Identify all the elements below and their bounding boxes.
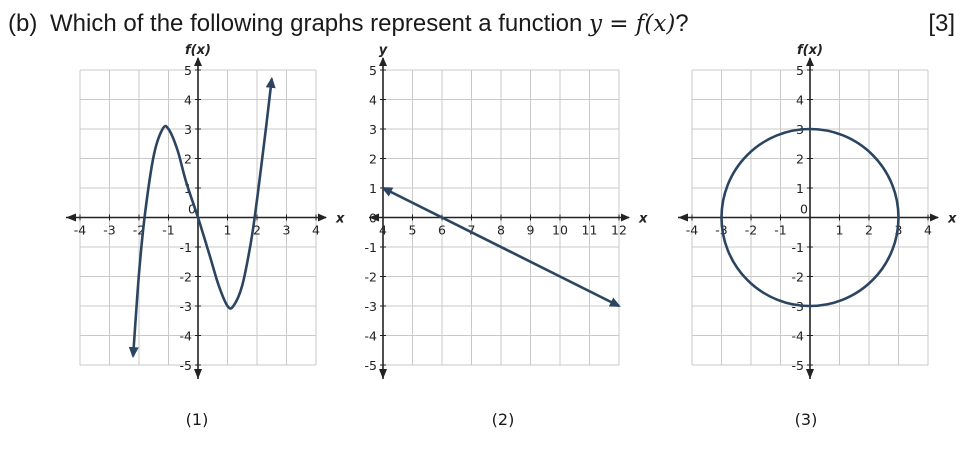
- x-tick-label: 10: [552, 222, 568, 238]
- x-tick-label: 0: [188, 201, 196, 217]
- y-axis-label: f(x): [797, 43, 823, 58]
- x-tick-label: -2: [132, 222, 146, 238]
- x-axis-label: x: [639, 211, 648, 227]
- question-label: (b): [8, 10, 38, 37]
- y-tick-label: -3: [364, 299, 377, 314]
- graph-1-caption: (1): [185, 410, 209, 429]
- y-tick-label: -4: [179, 328, 192, 344]
- y-tick-label: 0: [369, 210, 377, 226]
- question-text-after: ?: [675, 10, 689, 37]
- x-tick-label: 3: [282, 222, 291, 238]
- x-tick-label: -2: [744, 222, 758, 238]
- x-tick-label: 8: [497, 222, 505, 238]
- x-tick-label: 6: [438, 222, 446, 238]
- y-axis-bottom-arrow: [806, 369, 814, 379]
- y-tick-label: 1: [369, 181, 377, 196]
- x-tick-label: 2: [253, 222, 261, 238]
- question-math: y = f(x): [588, 11, 676, 37]
- y-tick-label: -1: [791, 240, 804, 255]
- y-tick-label: 2: [369, 151, 377, 167]
- y-tick-label: -4: [364, 328, 377, 344]
- graph-2-caption: (2): [491, 410, 515, 429]
- y-tick-label: 4: [369, 92, 377, 108]
- y-tick-label: -5: [791, 358, 804, 373]
- y-tick-label: -3: [179, 299, 192, 314]
- y-tick-label: 1: [184, 181, 192, 196]
- y-tick-label: -5: [364, 358, 377, 373]
- y-tick-label: 4: [184, 92, 192, 108]
- x-tick-label: 0: [800, 201, 808, 217]
- y-tick-label: 2: [796, 151, 804, 167]
- y-tick-label: -3: [791, 299, 804, 314]
- y-axis-label: y: [378, 43, 388, 58]
- question-text-before: Which of the following graphs represent a function: [50, 10, 589, 37]
- y-tick-label: -5: [179, 358, 192, 373]
- x-tick-label: 3: [894, 222, 903, 238]
- x-tick-label: 1: [835, 222, 844, 238]
- y-tick-label: 1: [796, 181, 804, 196]
- y-tick-label: 5: [369, 63, 377, 78]
- graph-1: [60, 40, 345, 385]
- x-tick-label: 4: [924, 222, 932, 238]
- y-tick-label: -1: [364, 240, 377, 255]
- x-tick-label: -4: [685, 222, 699, 238]
- y-tick-label: -2: [791, 269, 804, 285]
- y-axis-bottom-arrow: [379, 369, 387, 379]
- x-tick-label: 11: [581, 222, 598, 238]
- y-tick-label: 3: [796, 122, 804, 137]
- x-tick-label: 7: [467, 222, 476, 238]
- x-tick-label: 9: [526, 222, 535, 238]
- y-tick-label: 2: [184, 151, 192, 167]
- y-axis-bottom-arrow: [194, 369, 202, 379]
- x-axis-left-arrow: [66, 214, 76, 222]
- y-axis-label: f(x): [185, 43, 211, 58]
- graph-2: [355, 40, 655, 385]
- x-tick-label: 2: [865, 222, 873, 238]
- x-axis-label: x: [336, 211, 345, 227]
- x-tick-label: 4: [379, 222, 387, 238]
- y-tick-label: -2: [364, 269, 377, 285]
- x-tick-label: -1: [774, 222, 787, 238]
- x-axis-label: x: [948, 211, 957, 227]
- x-tick-label: -3: [103, 222, 116, 238]
- x-tick-label: -3: [715, 222, 728, 238]
- x-axis-left-arrow: [678, 214, 688, 222]
- y-tick-label: 3: [184, 122, 192, 137]
- question-text: [50, 10, 689, 38]
- y-tick-label: 4: [796, 92, 804, 108]
- y-tick-label: 5: [796, 63, 804, 78]
- y-tick-label: 5: [184, 63, 192, 78]
- graph-3-caption: (3): [794, 410, 818, 429]
- x-tick-label: 1: [223, 222, 232, 238]
- x-tick-label: 12: [611, 222, 627, 238]
- y-tick-label: -1: [179, 240, 192, 255]
- x-tick-label: -4: [73, 222, 87, 238]
- x-tick-label: -1: [162, 222, 175, 238]
- y-tick-label: -2: [179, 269, 192, 285]
- x-tick-label: 5: [408, 222, 417, 238]
- y-tick-label: 3: [369, 122, 377, 137]
- graph-3: [672, 40, 957, 385]
- x-tick-label: 4: [312, 222, 320, 238]
- y-tick-label: -4: [791, 328, 804, 344]
- question-marks: [3]: [928, 10, 955, 37]
